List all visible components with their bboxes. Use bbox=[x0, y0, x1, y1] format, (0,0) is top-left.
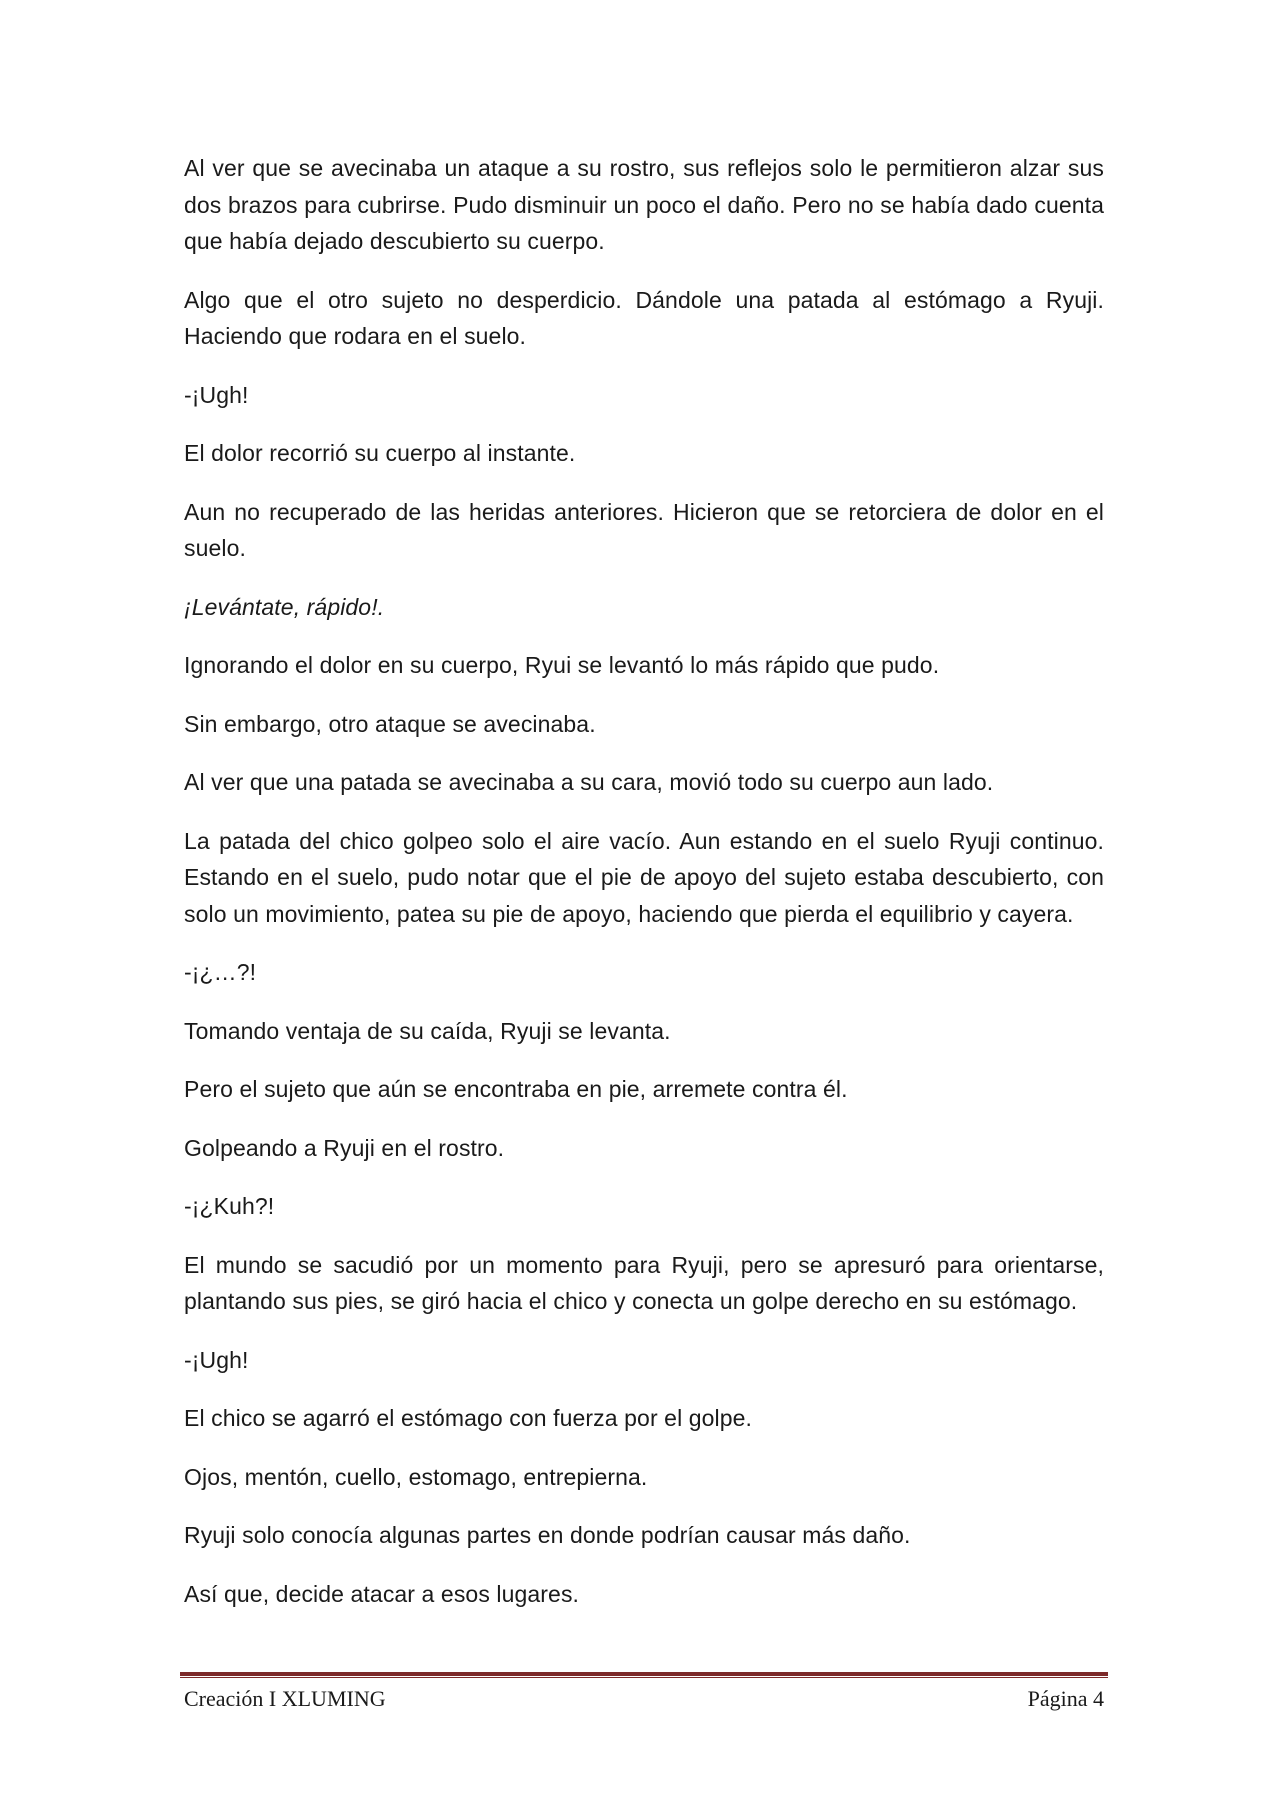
paragraph: Ignorando el dolor en su cuerpo, Ryui se levantó lo más rápido que pudo. bbox=[184, 652, 940, 678]
paragraph: Ryuji solo conocía algunas partes en donde podrían causar más daño. bbox=[184, 1522, 911, 1548]
paragraph: El mundo se sacudió por un momento para Ryuji, pero se apresuró para orientarse, plantando sus pies, se giró hacia el chico y conecta un golpe derecho en su estómago. bbox=[184, 1251, 1104, 1314]
page-footer bbox=[184, 1686, 1104, 1712]
paragraph: Al ver que se avecinaba un ataque a su rostro, sus reflejos solo le permitieron alzar sus dos brazos para cubrirse. Pudo disminuir un poco el daño. Pero no se había dado cuenta que había dejado descubierto su cuerpo. bbox=[184, 155, 1104, 254]
paragraph: Aun no recuperado de las heridas anteriores. Hicieron que se retorciera de dolor en el suelo. bbox=[184, 498, 1104, 561]
paragraph: Ojos, mentón, cuello, estomago, entrepierna. bbox=[184, 1463, 648, 1490]
paragraph: Así que, decide atacar a esos lugares. bbox=[184, 1580, 580, 1607]
paragraph: Algo que el otro sujeto no desperdicio. Dándole una patada al estómago a Ryuji. Haciendo que rodara en el suelo. bbox=[184, 286, 1104, 349]
footer-divider bbox=[180, 1672, 1108, 1678]
paragraph: -¡¿Kuh?! bbox=[184, 1193, 275, 1219]
paragraph: -¡¿…?! bbox=[184, 959, 257, 985]
paragraph: Tomando ventaja de su caída, Ryuji se levanta. bbox=[184, 1017, 671, 1044]
paragraph: El chico se agarró el estómago con fuerza por el golpe. bbox=[184, 1405, 753, 1431]
paragraph: -¡Ugh! bbox=[184, 1346, 249, 1373]
paragraph: -¡Ugh! bbox=[184, 381, 249, 408]
paragraph: La patada del chico golpeo solo el aire vacío. Aun estando en el suelo Ryuji continuo. Estando en el suelo, pudo notar que el pie de apoyo del sujeto estaba descubierto, con solo un movimiento, patea su pie de apoyo, haciendo que pierda el equilibrio y cayera. bbox=[184, 827, 1104, 927]
paragraph: Pero el sujeto que aún se encontraba en pie, arremete contra él. bbox=[184, 1076, 848, 1102]
paragraph: El dolor recorrió su cuerpo al instante. bbox=[184, 440, 576, 466]
paragraph: Sin embargo, otro ataque se avecinaba. bbox=[184, 710, 596, 737]
paragraph: Golpeando a Ryuji en el rostro. bbox=[184, 1134, 505, 1161]
paragraph-italic: ¡Levántate, rápido!. bbox=[184, 593, 385, 620]
page-number: Página 4 bbox=[1027, 1686, 1104, 1711]
body-text bbox=[184, 150, 1104, 1634]
footer-author: Creación I XLUMING bbox=[184, 1686, 386, 1711]
paragraph: Al ver que una patada se avecinaba a su cara, movió todo su cuerpo aun lado. bbox=[184, 769, 994, 795]
